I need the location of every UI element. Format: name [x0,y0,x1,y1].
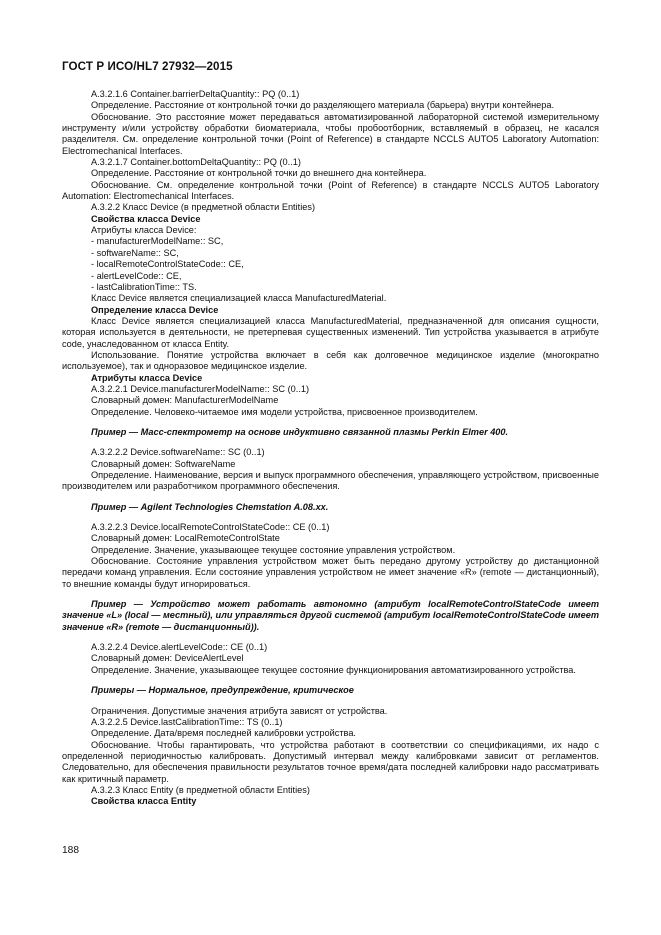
list-item: - manufacturerModelName:: SC, [91,236,224,247]
body-paragraph: Обоснование. Чтобы гарантировать, что устройства работают в соответствии со спецификациями, их надо с определенной периодичностью калибровать. Допустимый интервал между калибровками зависит от регламентов. Следовательно, для обеспечения правильности результатов точное время/дата последней калибровки надо рассматривать как критичный параметр. [62,739,599,784]
body-paragraph: A.3.2.1.7 Container.bottomDeltaQuantity:: PQ (0..1) [91,157,301,168]
body-paragraph: A.3.2.2.2 Device.softwareName:: SC (0..1) [91,447,265,458]
body-paragraph: Ограничения. Допустимые значения атрибута зависят от устройства. [91,705,388,716]
body-paragraph: Определение. Человеко-читаемое имя модели устройства, присвоенное производителем. [91,406,478,417]
section-heading: Свойства класса Entity [91,796,197,807]
body-paragraph: Обоснование. Это расстояние может передаваться автоматизированной лабораторной системой измерительному инструменту и/или устройству обработки биоматериала, чтобы пробоотборник, вставляемый в образец, не касался разделителя. См. определение контрольной точки (Point of Reference) в стандарте NCCLS AUTO5 Laboratory Automation: Electromechanical Interfaces. [62,111,599,156]
body-paragraph: Словарный домен: DeviceAlertLevel [91,653,244,664]
page-number: 188 [62,845,79,856]
body-paragraph: Словарный домен: ManufacturerModelName [91,395,279,406]
body-paragraph: Атрибуты класса Device: [91,225,197,236]
body-paragraph: Словарный домен: SoftwareName [91,458,236,469]
example-paragraph: Пример — Устройство может работать автономно (атрибут localRemoteControlStateCode имеет значение «L» (local — местный), или управляться другой системой (атрибут localRemoteControlStateCode имеет значение «R» (remote — дистанционный)). [62,599,599,632]
body-paragraph: Обоснование. См. определение контрольной точки (Point of Reference) в стандарте NCCLS AUTO5 Laboratory Automation: Electromechanical Interfaces. [62,179,599,202]
body-paragraph: Определение. Значение, указывающее текущее состояние функционирования автоматизированного устройства. [91,664,576,675]
document-body [62,89,599,808]
list-item: - localRemoteControlStateCode:: CE, [91,259,244,270]
list-item: - lastCalibrationTime:: TS. [91,281,197,292]
section-heading: Свойства класса Device [91,213,201,224]
body-paragraph: A.3.2.2 Класс Device (в предметной области Entities) [91,202,316,213]
body-paragraph: Определение. Дата/время последней калибровки устройства. [91,728,356,739]
body-paragraph: Определение. Расстояние от контрольной точки до внешнего дна контейнера. [91,168,427,179]
list-item: - softwareName:: SC, [91,247,179,258]
body-paragraph: Определение. Наименование, версия и выпуск программного обеспечения, управляющего устройством, присвоенные производителем или разработчиком программного обеспечения. [62,470,599,492]
body-paragraph: A.3.2.2.1 Device.manufacturerModelName:: SC (0..1) [91,383,310,394]
body-paragraph: Класс Device является специализацией класса ManufacturedMaterial, предназначенной для описания сущности, которая используется в деятельности, не претерпевая существенных изменений. Тип устройства указывается в атрибуте code, унаследованном от класса Entity. [62,315,599,349]
body-paragraph: A.3.2.2.5 Device.lastCalibrationTime:: TS (0..1) [91,716,283,727]
body-paragraph: Класс Device является специализацией класса ManufacturedMaterial. [91,293,387,304]
body-paragraph: Определение. Значение, указывающее текущее состояние управления устройством. [91,544,456,555]
list-item: - alertLevelCode:: CE, [91,270,182,281]
section-heading: Атрибуты класса Device [91,372,203,383]
body-paragraph: A.3.2.3 Класс Entity (в предметной области Entities) [91,784,310,795]
section-heading: Определение класса Device [91,304,219,315]
example-paragraph: Пример — Масс-спектрометр на основе индуктивно связанной плазмы Perkin Elmer 400. [91,426,509,437]
body-paragraph: A.3.2.1.6 Container.barrierDeltaQuantity:: PQ (0..1) [91,89,300,99]
body-paragraph: A.3.2.2.4 Device.alertLevelCode:: CE (0..1) [91,642,268,653]
example-paragraph: Пример — Agilent Technologies Chemstation A.08.xx. [91,501,329,512]
body-paragraph: Словарный домен: LocalRemoteControlState [91,533,280,544]
page-header-title: ГОСТ Р ИСО/HL7 27932—2015 [62,60,233,73]
body-paragraph: Обоснование. Состояние управления устройством может быть передано другому устройству до дистанционной передачи команд управления. Если состояние управления устройством не имеет значение «R» (remote — дистанционный), то внешние команды будут игнорироваться. [62,556,599,589]
body-paragraph: A.3.2.2.3 Device.localRemoteControlStateCode:: CE (0..1) [91,522,330,533]
example-paragraph: Примеры — Нормальное, предупреждение, критическое [91,685,354,696]
body-paragraph: Определение. Расстояние от контрольной точки до разделяющего материала (барьера) внутри контейнера. [91,100,555,111]
body-paragraph: Использование. Понятие устройства включает в себя как долговечное медицинское изделие (многократно используемое), так и одноразовое медицинское изделие. [62,349,599,372]
